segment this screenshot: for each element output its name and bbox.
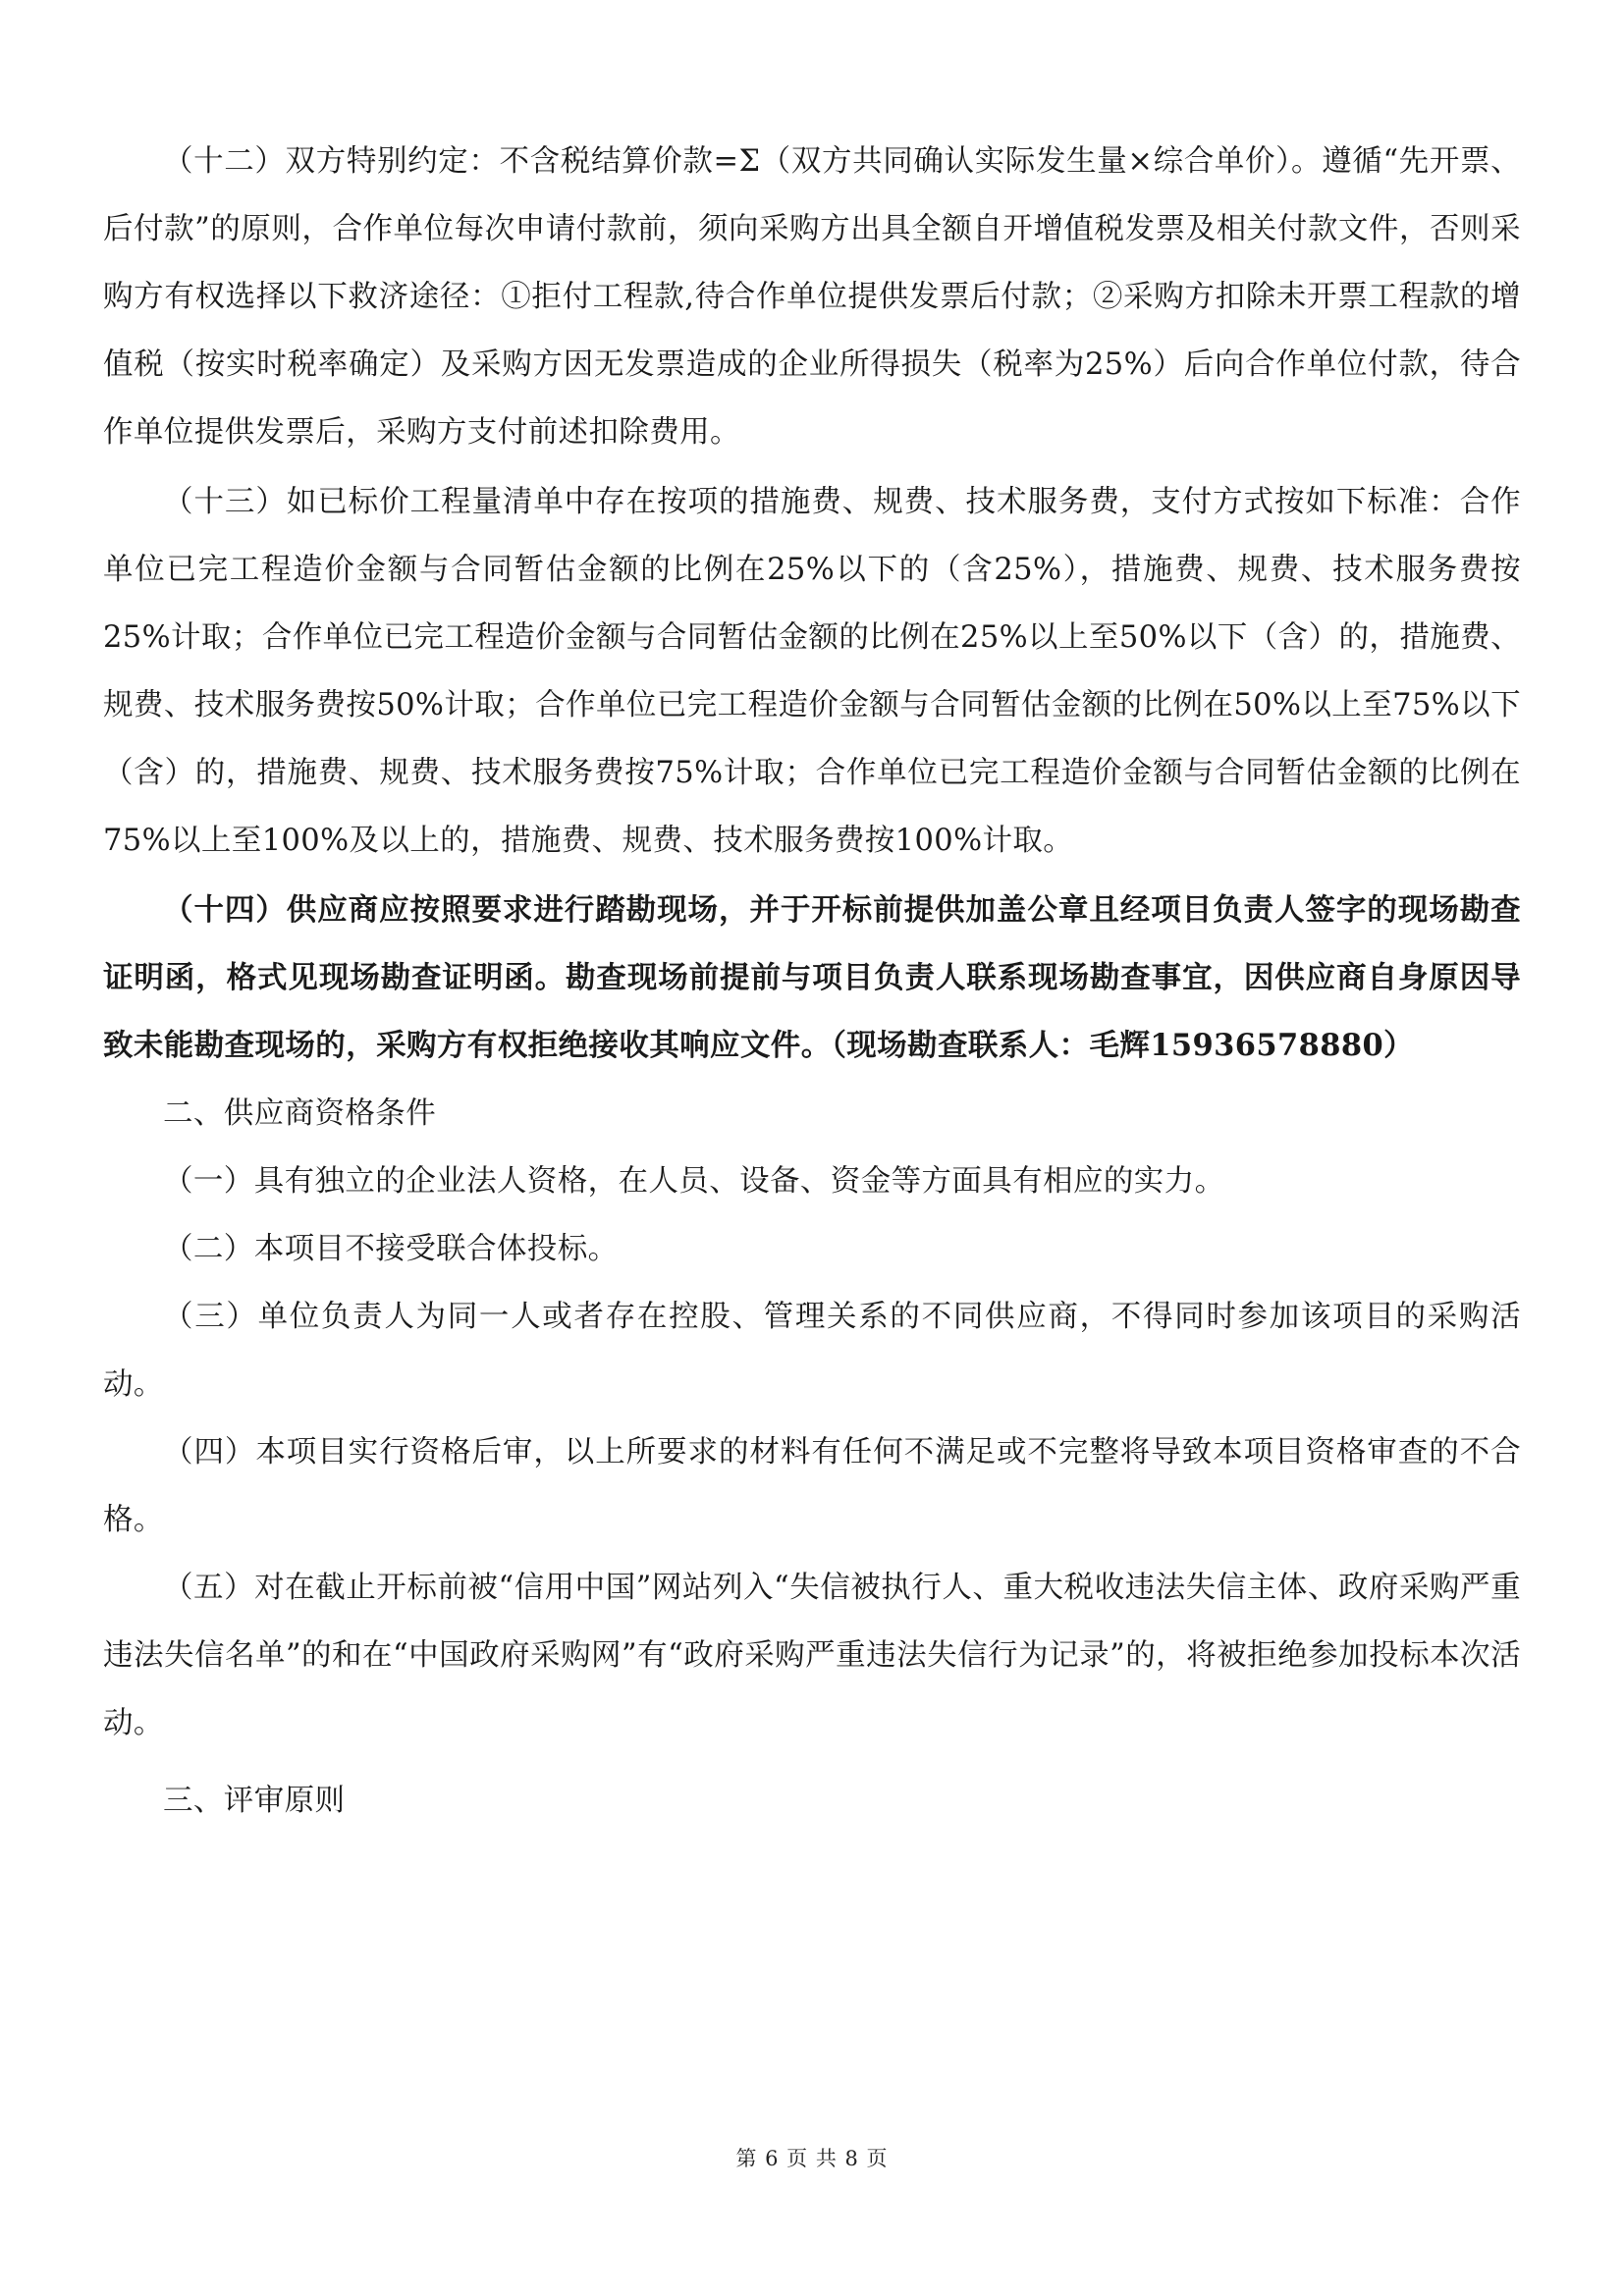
qualification-item-1: （一）具有独立的企业法人资格，在人员、设备、资金等方面具有相应的实力。 xyxy=(163,1164,1225,1199)
clause-12-paragraph: （十二）双方特别约定：不含税结算价款=Σ（双方共同确认实际发生量×综合单价）。遵循“先开票、后付款”的原则，合作单位每次申请付款前，须向采购方出具全额自开增值税发票及相关付款文件，否则采购方有权选择以下救济途径：①拒付工程款,待合作单位提供发票后付款；②采购方扣除未开票工程款的增值税（按实时税率确定）及采购方因无发票造成的企业所得损失（税率为25%）后向合作单位付款，待合作单位提供发票后，采购方支付前述扣除费用。 xyxy=(103,144,1521,450)
clause-13-paragraph: （十三）如已标价工程量清单中存在按项的措施费、规费、技术服务费，支付方式按如下标准：合作单位已完工程造价金额与合同暂估金额的比例在25%以下的（含25%），措施费、规费、技术服务费按25%计取；合作单位已完工程造价金额与合同暂估金额的比例在25%以上至50%以下（含）的，措施费、规费、技术服务费按50%计取；合作单位已完工程造价金额与合同暂估金额的比例在50%以上至75%以下（含）的，措施费、规费、技术服务费按75%计取；合作单位已完工程造价金额与合同暂估金额的比例在75%以上至100%及以上的，措施费、规费、技术服务费按100%计取。 xyxy=(103,485,1521,858)
qualification-item-4: （四）本项目实行资格后审，以上所要求的材料有任何不满足或不完整将导致本项目资格审查的不合格。 xyxy=(103,1435,1521,1537)
qualification-item-5: （五）对在截止开标前被“信用中国”网站列入“失信被执行人、重大税收违法失信主体、政府采购严重违法失信名单”的和在“中国政府采购网”有“政府采购严重违法失信行为记录”的，将被拒绝参加投标本次活动。 xyxy=(103,1571,1521,1740)
qualification-item-3: （三）单位负责人为同一人或者存在控股、管理关系的不同供应商，不得同时参加该项目的采购活动。 xyxy=(103,1300,1521,1402)
document-body xyxy=(103,128,1521,1835)
section-2-heading: 二、供应商资格条件 xyxy=(163,1096,437,1131)
section-3-heading: 三、评审原则 xyxy=(163,1784,346,1818)
clause-14-paragraph: （十四）供应商应按照要求进行踏勘现场，并于开标前提供加盖公章且经项目负责人签字的现场勘查证明函，格式见现场勘查证明函。勘查现场前提前与项目负责人联系现场勘查事宜，因供应商自身原因导致未能勘查现场的，采购方有权拒绝接收其响应文件。（现场勘查联系人：毛辉15936578880） xyxy=(103,892,1521,1063)
qualification-item-2: （二）本项目不接受联合体投标。 xyxy=(163,1232,619,1266)
page-number-footer: 第 6 页 共 8 页 xyxy=(735,2147,889,2170)
